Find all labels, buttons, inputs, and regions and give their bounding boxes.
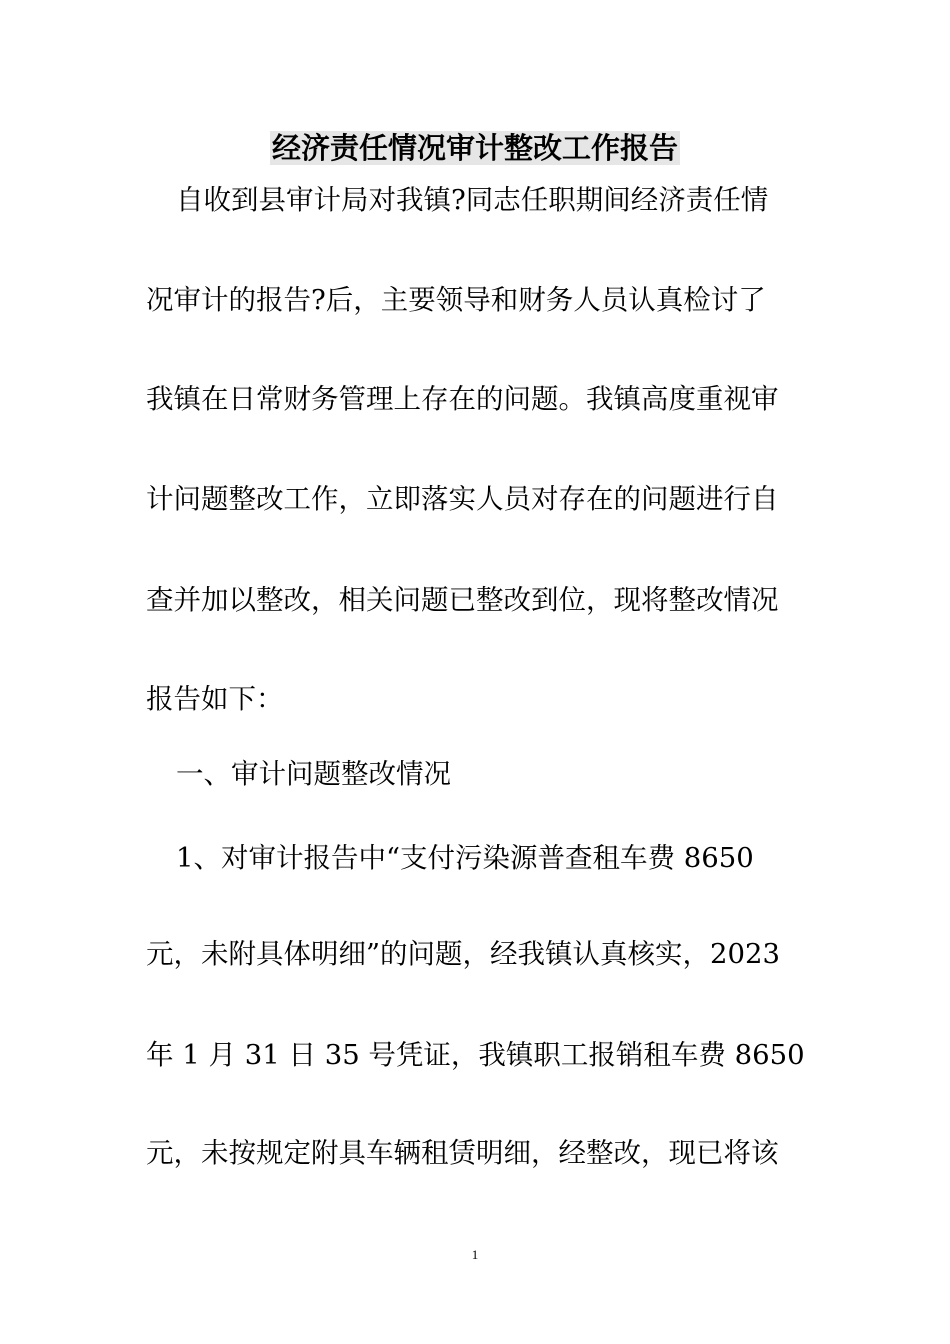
paragraph-line-7: 1、对审计报告中“支付污染源普查租车费 8650 [176,842,754,874]
paragraph-line-10: 元，未按规定附具车辆租赁明细，经整改，现已将该 [146,1137,779,1169]
paragraph-line-9: 年 1 月 31 日 35 号凭证，我镇职工报销租车费 8650 [146,1039,805,1071]
paragraph-line-2: 况审计的报告?后，主要领导和财务人员认真检讨了 [146,284,766,316]
paragraph-line-5: 查并加以整改，相关问题已整改到位，现将整改情况 [146,584,779,616]
paragraph-line-3: 我镇在日常财务管理上存在的问题。我镇高度重视审 [146,383,779,415]
paragraph-line-1: 自收到县审计局对我镇?同志任职期间经济责任情 [176,184,769,216]
paragraph-line-8: 元，未附具体明细”的问题，经我镇认真核实，2023 [146,938,781,970]
paragraph-line-4: 计问题整改工作，立即落实人员对存在的问题进行自 [146,483,779,515]
document-title [0,128,950,168]
paragraph-line-6: 报告如下： [146,683,284,715]
page-number: 1 [471,1247,479,1262]
document-title-text: 经济责任情况审计整改工作报告 [271,131,678,165]
section-heading: 一、审计问题整改情况 [176,758,451,790]
